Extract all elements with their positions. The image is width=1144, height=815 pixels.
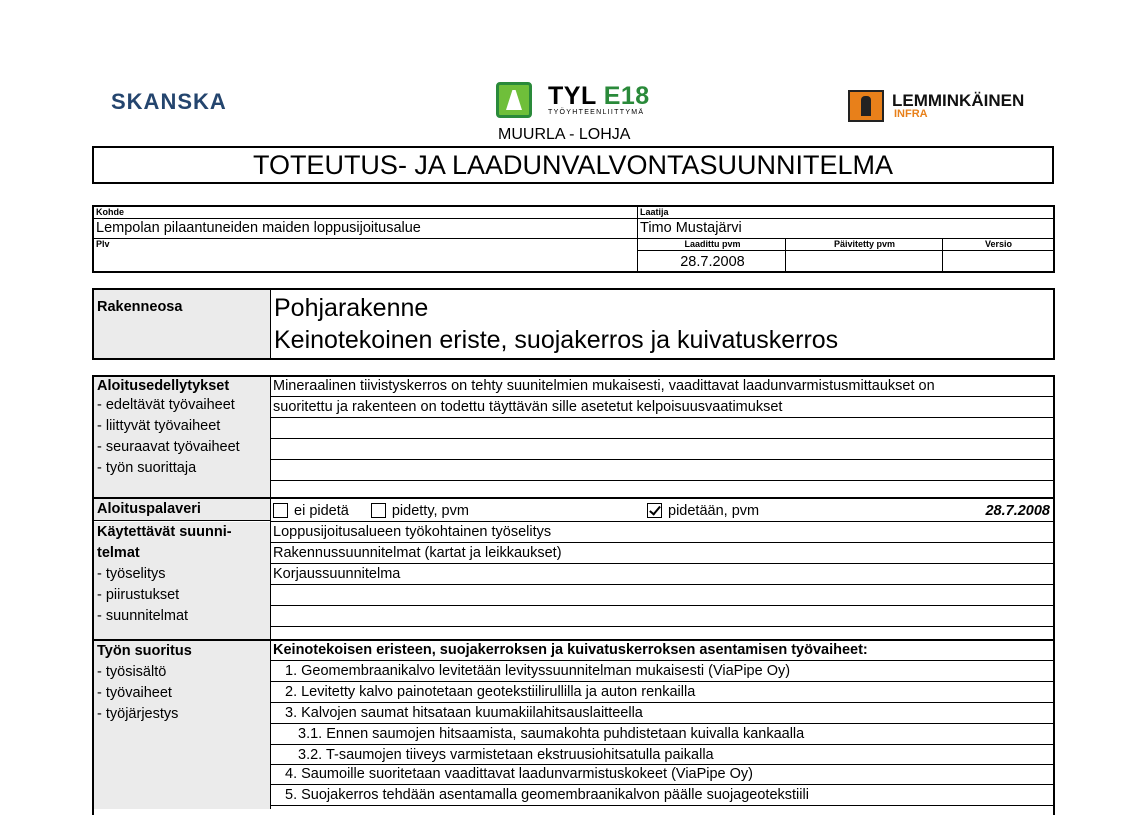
versio-label-cell	[942, 239, 1055, 251]
tyl-logo-main: TYL	[548, 82, 597, 110]
kohde-label-cell	[92, 205, 638, 219]
paivitetty-value-cell	[785, 251, 943, 273]
laatija-label: Laatija	[640, 207, 669, 217]
aloitusedellytykset-label-cell	[94, 377, 270, 498]
aloitus-row-2: suoritettu ja rakenteen on todettu täyttävän sille asetetut kelpoisuusvaatimukset	[270, 397, 1055, 418]
tyon-suoritus-label: Työn suoritus	[97, 643, 192, 659]
tyl-e18-logo	[496, 80, 656, 122]
paivitetty-label: Päivitetty pvm	[833, 239, 896, 249]
suunnitelmat-item-1: - työselitys	[97, 566, 166, 582]
aloitus-row-6	[270, 481, 1055, 499]
kohde-value: Lempolan pilaantuneiden maiden loppusijoitusalue	[96, 220, 421, 236]
suunnitelmat-row-4	[270, 585, 1055, 606]
aloitus-item-2: - liittyvät työvaiheet	[97, 418, 221, 434]
document-title: TOTEUTUS- JA LAADUNVALVONTASUUNNITELMA	[92, 146, 1054, 184]
laadittu-value: 28.7.2008	[680, 254, 745, 270]
laatija-label-cell	[637, 205, 1055, 219]
project-subtitle: MUURLA - LOHJA	[498, 126, 631, 143]
suunnitelmat-label-cell	[94, 522, 270, 640]
tyon-suoritus-item-2: - työvaiheet	[97, 685, 172, 701]
aloitus-row-5	[270, 460, 1055, 481]
step-3: 3. Kalvojen saumat hitsataan kuumakiilahitsauslaitteella	[270, 703, 1055, 724]
ei-pideta-label: ei pidetä	[294, 503, 349, 519]
step-3-2: 3.2. T-saumojen tiiveys varmistetaan ekstruusiohitsatulla paikalla	[270, 745, 1055, 765]
rakenneosa-label-cell	[92, 288, 271, 360]
tyl-logo-accent: E18	[603, 82, 650, 110]
step-5: 5. Suojakerros tehdään asentamalla geomembraanikalvon päälle suojageotekstiili	[270, 785, 1055, 806]
tyon-suoritus-label-cell	[94, 641, 270, 809]
rakenneosa-value-cell	[270, 288, 1055, 360]
suunnitelmat-label-1: Käytettävät suunni-	[97, 524, 232, 540]
ei-pideta-checkbox[interactable]	[273, 503, 288, 518]
versio-value-cell	[942, 251, 1055, 273]
aloituspalaveri-label: Aloituspalaveri	[97, 501, 201, 517]
step-1: 1. Geomembraanikalvo levitetään levityssuunnitelman mukaisesti (ViaPipe Oy)	[270, 661, 1055, 682]
suunnitelmat-item-3: - suunnitelmat	[97, 608, 189, 624]
aloitus-item-4: - työn suorittaja	[97, 460, 197, 476]
suunnitelmat-row-5	[270, 606, 1055, 627]
suunnitelmat-row-6	[270, 627, 1055, 641]
suunnitelmat-row-2: Rakennussuunnitelmat (kartat ja leikkaukset)	[270, 543, 1055, 564]
lemminkainen-name: LEMMINKÄINEN	[892, 91, 1025, 110]
pidetaan-option	[647, 499, 759, 522]
tyl-logo-sub: TYÖYHTEENLIITTYMÄ	[548, 109, 645, 116]
aloitus-row-3	[270, 418, 1055, 439]
worker-icon	[848, 90, 884, 122]
plv-cell	[92, 239, 638, 273]
step-3-1: 3.1. Ennen saumojen hitsaamista, saumakohta puhdistetaan kuivalla kankaalla	[270, 724, 1055, 745]
pidetaan-checkbox[interactable]	[647, 503, 662, 518]
suunnitelmat-row-3: Korjaussuunnitelma	[270, 564, 1055, 585]
suunnitelmat-label-2: telmat	[97, 545, 140, 561]
laadittu-label: Laadittu pvm	[684, 239, 741, 249]
rakenneosa-line1: Pohjarakenne	[274, 294, 429, 322]
step-4: 4. Saumoille suoritetaan vaadittavat laadunvarmistuskokeet (ViaPipe Oy)	[270, 765, 1055, 785]
road-icon	[496, 82, 532, 118]
pidetty-label: pidetty, pvm	[391, 503, 469, 519]
aloitusedellytykset-label: Aloitusedellytykset	[97, 378, 230, 394]
laatija-value-cell	[637, 219, 1055, 239]
suunnitelmat-row-1: Loppusijoitusalueen työkohtainen työselitys	[270, 522, 1055, 543]
kohde-label: Kohde	[96, 207, 124, 217]
pidetty-checkbox[interactable]	[371, 503, 386, 518]
aloituspalaveri-date: 28.7.2008	[985, 503, 1050, 519]
skanska-logo: SKANSKA	[111, 89, 227, 114]
tyon-suoritus-heading: Keinotekoisen eristeen, suojakerroksen ja kuivatuskerroksen asentamisen työvaiheet:	[270, 641, 1055, 661]
aloitus-item-1: - edeltävät työvaiheet	[97, 397, 235, 413]
aloitus-row-1: Mineraalinen tiivistyskerros on tehty suunitelmien mukaisesti, vaadittavat laadunvarmistusmittaukset on	[270, 377, 1055, 397]
step-2: 2. Levitetty kalvo painotetaan geotekstiilirullilla ja auton renkailla	[270, 682, 1055, 703]
aloitus-row-4	[270, 439, 1055, 460]
lemminkainen-infra: INFRA	[894, 108, 928, 120]
versio-label: Versio	[984, 239, 1013, 249]
laadittu-label-cell	[637, 239, 786, 251]
suunnitelmat-item-2: - piirustukset	[97, 587, 180, 603]
rakenneosa-label: Rakenneosa	[97, 299, 183, 315]
tyon-suoritus-item-3: - työjärjestys	[97, 706, 179, 722]
plv-label: Plv	[96, 239, 110, 249]
kohde-value-cell	[92, 219, 638, 239]
tyon-suoritus-item-1: - työsisältö	[97, 664, 167, 680]
paivitetty-label-cell	[785, 239, 943, 251]
rakenneosa-line2: Keinotekoinen eriste, suojakerros ja kuivatuskerros	[274, 326, 839, 354]
pidetaan-label: pidetään, pvm	[668, 503, 760, 519]
aloitus-item-3: - seuraavat työvaiheet	[97, 439, 240, 455]
laatija-value: Timo Mustajärvi	[640, 220, 742, 236]
laadittu-value-cell	[637, 251, 786, 273]
aloituspalaveri-label-cell	[94, 499, 270, 521]
